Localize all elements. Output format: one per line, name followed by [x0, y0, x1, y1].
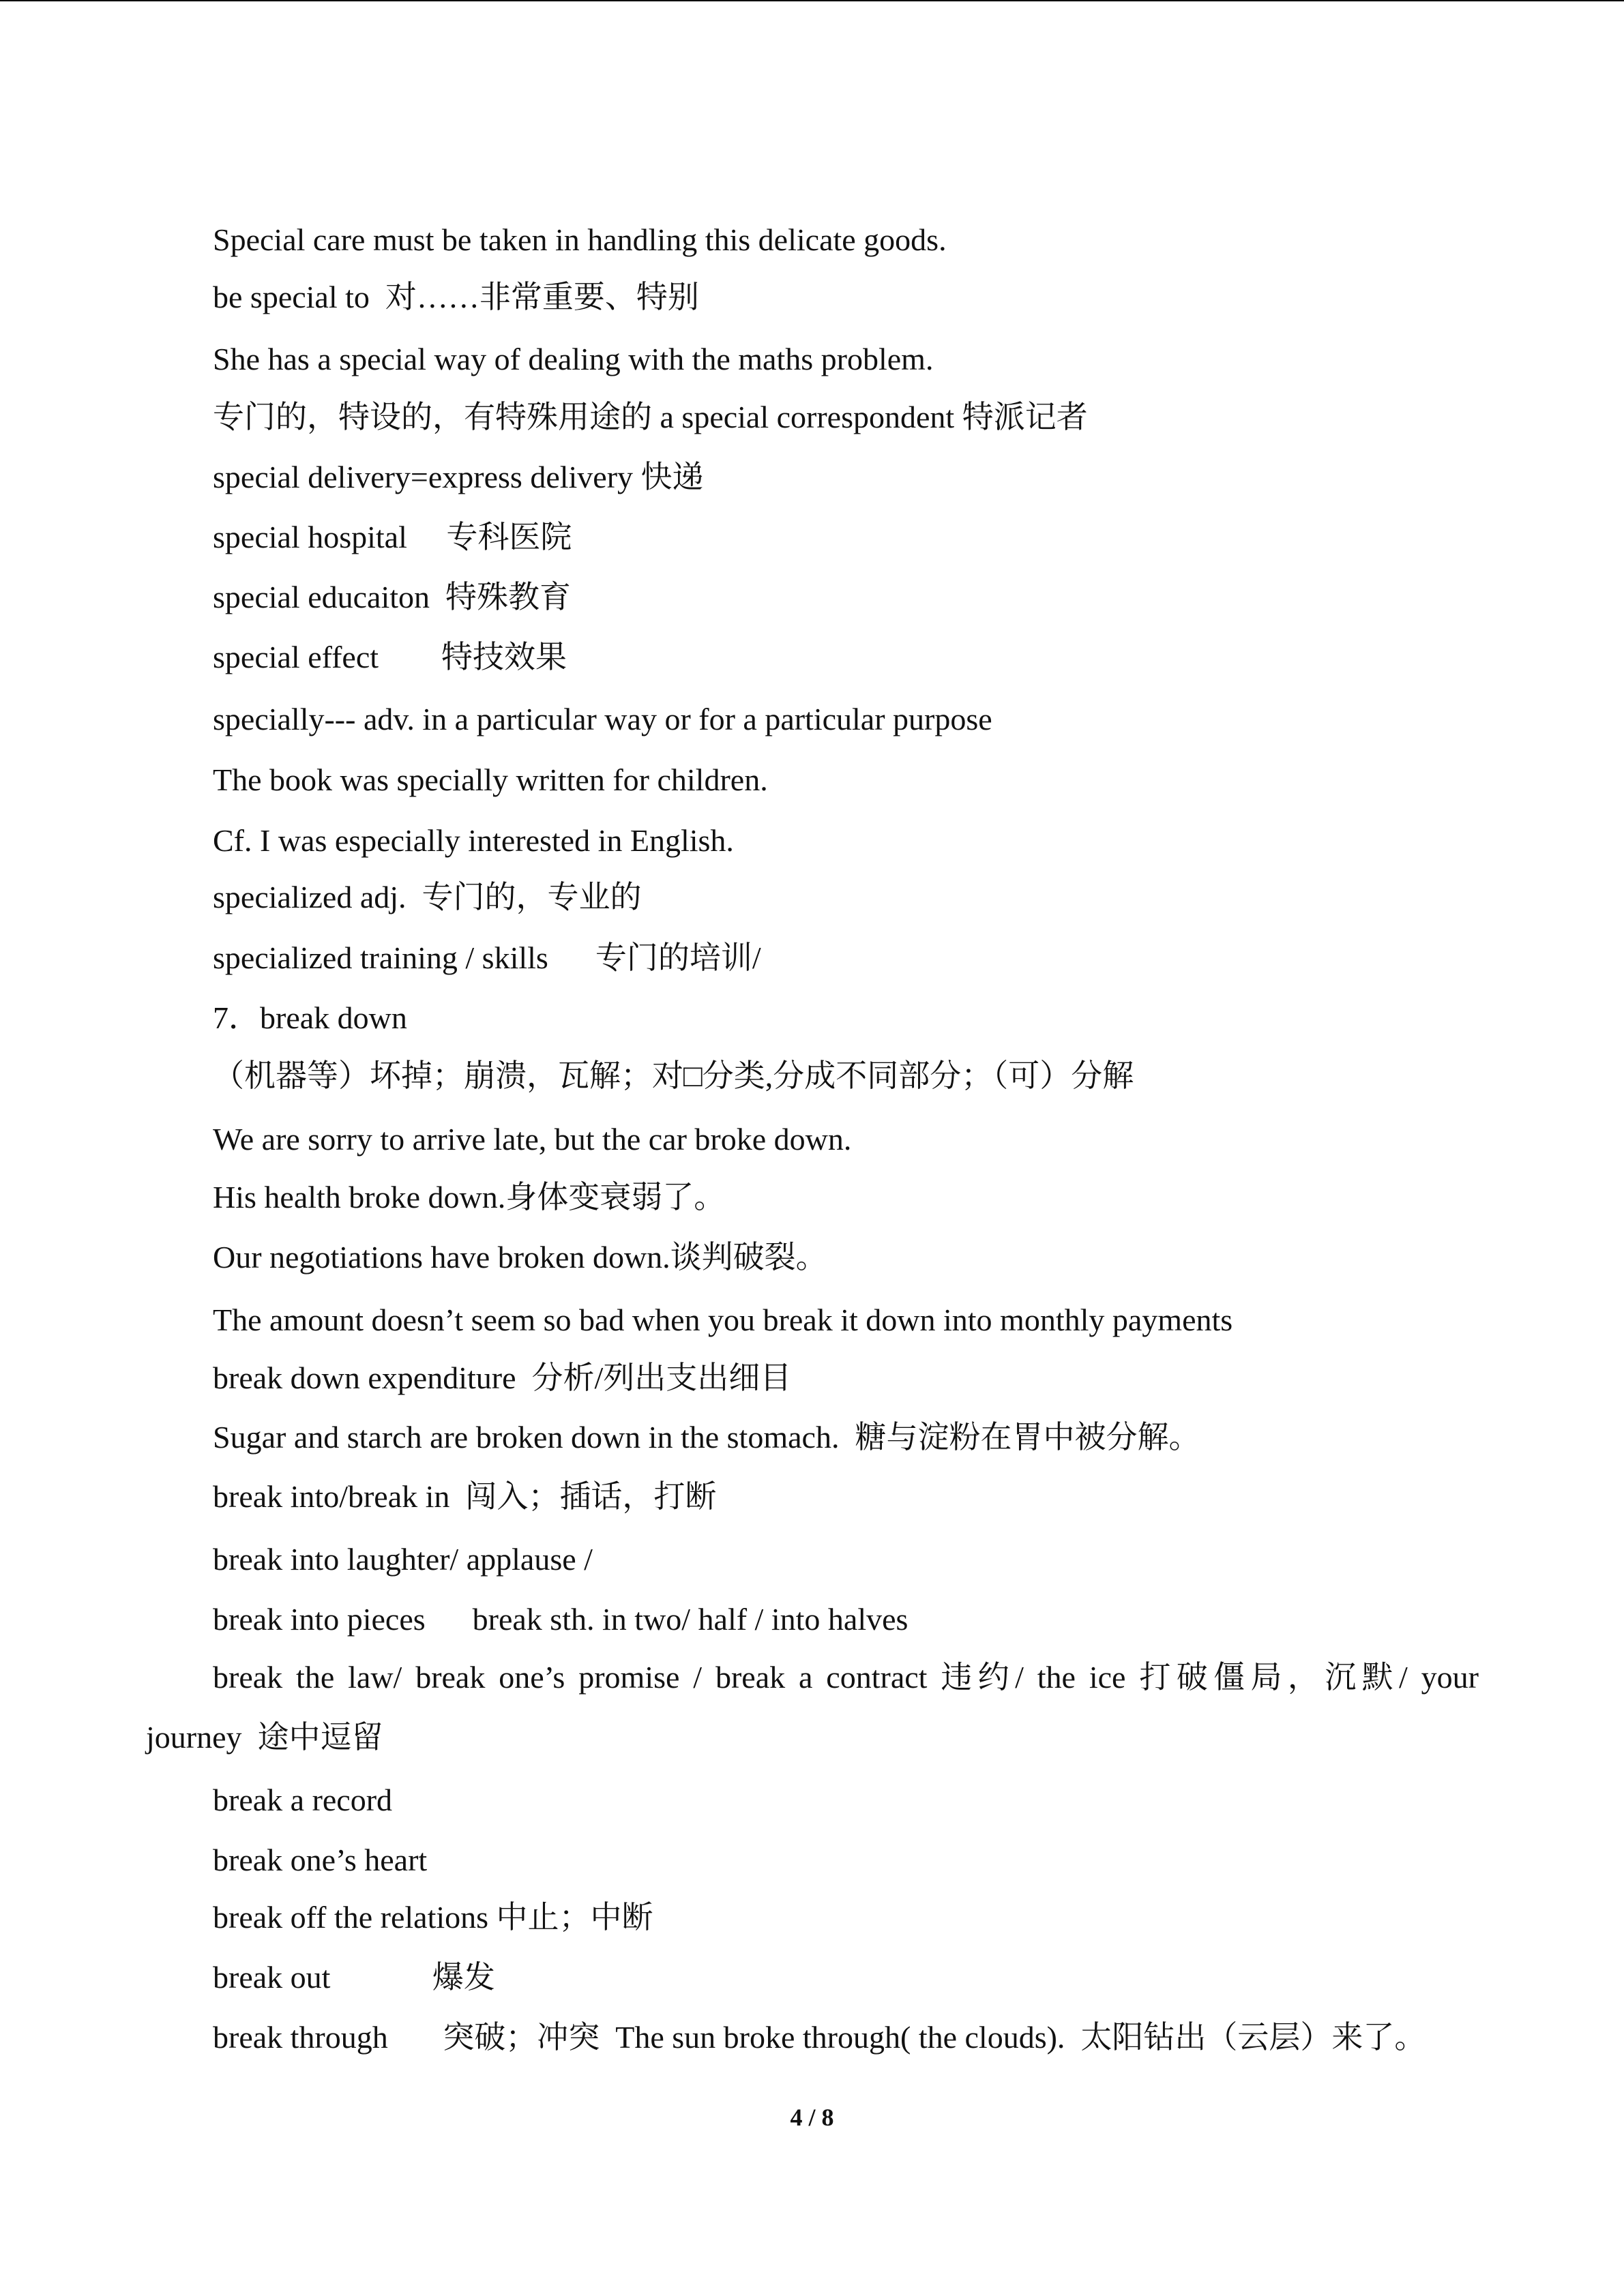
section-heading: 7．break down — [213, 1000, 407, 1035]
text-line: （机器等）坏掉；崩溃，瓦解；对□分类,分成不同部分；（可）分解 — [213, 1058, 1134, 1093]
text-line: Special care must be taken in handling this delicate goods. — [213, 222, 947, 257]
text-line: break a record — [213, 1783, 393, 1817]
text-line: break into pieces break sth. in two/ half / into halves — [213, 1602, 909, 1637]
text-line: break one’s heart — [213, 1843, 428, 1877]
text-line: 专门的，特设的，有特殊用途的 a special correspondent 特派记者 — [213, 400, 1088, 434]
text-line: specially--- adv. in a particular way or for a particular purpose — [213, 702, 992, 736]
text-line: special effect 特技效果 — [213, 640, 567, 674]
text-line: Cf. I was especially interested in English. — [213, 823, 734, 858]
text-line: The book was specially written for children. — [213, 762, 768, 797]
text-line: We are sorry to arrive late, but the car broke down. — [213, 1122, 852, 1157]
text-line: Sugar and starch are broken down in the stomach. 糖与淀粉在胃中被分解。 — [213, 1420, 1200, 1455]
text-line: specialized training / skills 专门的培训/ — [213, 940, 761, 975]
text-line: break the law/ break one’s promise / break a contract 违约/ the ice 打破僵局，沉默/ your — [213, 1660, 1479, 1695]
text-line: journey 途中逗留 — [146, 1720, 383, 1755]
page-number: 4 / 8 — [790, 2104, 834, 2131]
text-line: break into/break in 闯入；插话，打断 — [213, 1479, 717, 1514]
text-line: His health broke down.身体变衰弱了。 — [213, 1180, 726, 1214]
text-line: specialized adj. 专门的，专业的 — [213, 880, 642, 914]
text-line: She has a special way of dealing with the maths problem. — [213, 342, 934, 376]
text-line: break through 突破；冲突 The sun broke through( the clouds). 太阳钻出（云层）来了。 — [213, 2020, 1426, 2055]
text-line: break into laughter/ applause / — [213, 1542, 593, 1577]
text-line: special educaiton 特殊教育 — [213, 580, 572, 614]
text-line: break down expenditure 分析/列出支出细目 — [213, 1360, 792, 1395]
text-line: special hospital 专科医院 — [213, 520, 572, 554]
text-line: be special to 对……非常重要、特别 — [213, 280, 699, 314]
text-line: Our negotiations have broken down.谈判破裂。 — [213, 1240, 827, 1274]
text-line: special delivery=express delivery 快递 — [213, 460, 704, 494]
text-line: break out 爆发 — [213, 1960, 495, 1995]
text-line: break off the relations 中止；中断 — [213, 1900, 653, 1935]
text-line: The amount doesn’t seem so bad when you break it down into monthly payments — [213, 1302, 1233, 1337]
